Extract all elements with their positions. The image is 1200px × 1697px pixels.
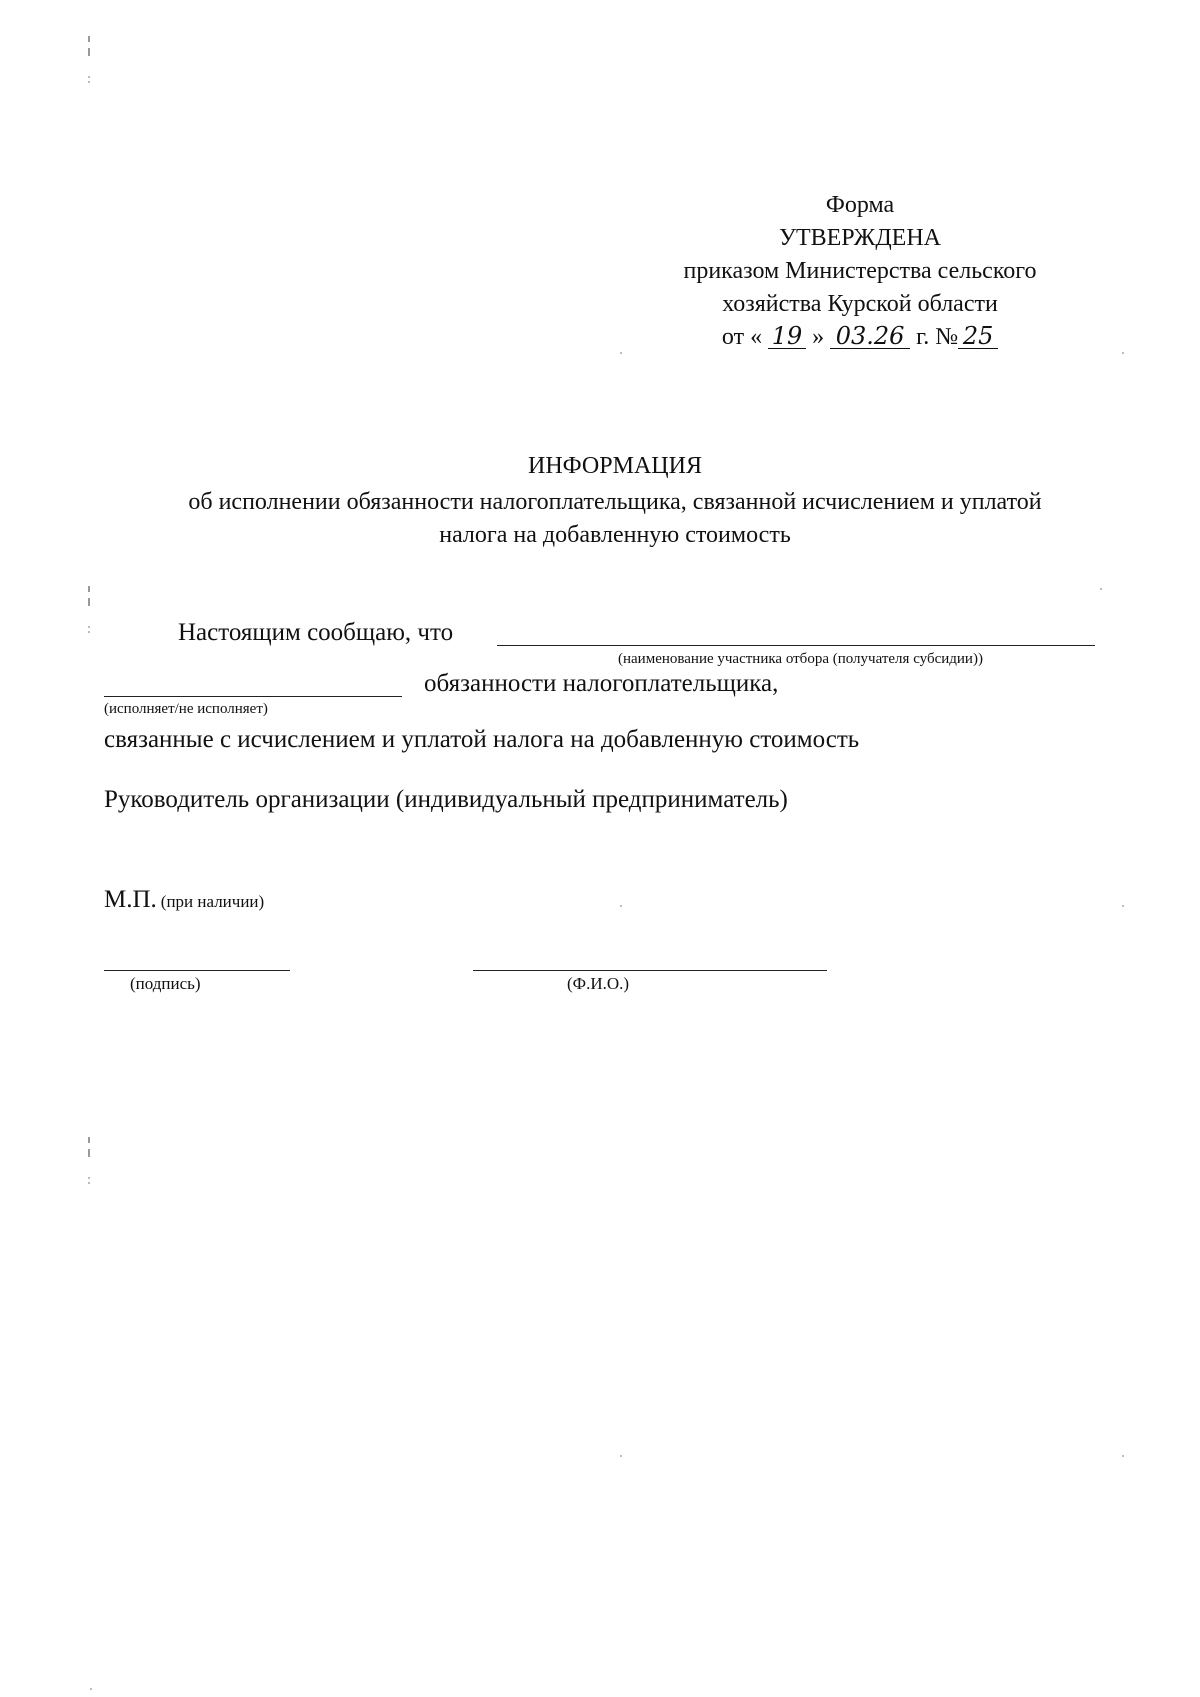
handwritten-order-number: 25 — [958, 324, 998, 349]
scan-mark — [88, 48, 90, 56]
scan-mark — [1122, 905, 1124, 907]
scan-mark — [88, 1182, 90, 1184]
order-line: хозяйства Курской области — [722, 291, 998, 317]
scan-mark — [88, 626, 90, 628]
scan-mark — [88, 631, 90, 633]
scan-mark — [88, 81, 90, 83]
scan-mark — [88, 1149, 90, 1157]
participant-name-line — [497, 645, 1095, 646]
date-prefix: от « — [721, 324, 763, 350]
scan-mark — [620, 905, 622, 907]
order-date-line — [640, 322, 1080, 352]
document-subtitle: налога на добавленную стоимость — [439, 522, 791, 548]
scan-mark — [88, 76, 90, 78]
fulfills-caption: (исполняет/не исполняет) — [104, 701, 268, 717]
signature-line — [104, 970, 290, 971]
scan-mark — [88, 598, 90, 606]
seal-line — [104, 885, 264, 915]
participant-caption: (наименование участника отбора (получателя субсидии)) — [618, 651, 983, 667]
date-quote-close: » — [812, 324, 825, 350]
form-label: Форма — [825, 192, 895, 218]
head-text: Руководитель организации (индивидуальный предприниматель) — [104, 786, 788, 813]
seal-label: М.П. — [104, 886, 157, 913]
scan-mark — [620, 1455, 622, 1457]
order-line: приказом Министерства сельского — [683, 258, 1037, 284]
scan-mark — [1122, 1455, 1124, 1457]
fio-caption: (Ф.И.О.) — [567, 974, 630, 993]
signature-caption: (подпись) — [130, 974, 201, 993]
obligation-text: обязанности налогоплательщика, — [424, 670, 779, 697]
scan-mark — [620, 352, 622, 354]
intro-text: Настоящим сообщаю, что — [178, 619, 454, 646]
scan-mark — [1100, 588, 1102, 590]
scan-mark — [88, 586, 90, 592]
document-subtitle: об исполнении обязанности налогоплательщика, связанной исчислением и уплатой — [188, 489, 1042, 515]
scan-mark — [88, 1137, 90, 1143]
seal-note: (при наличии) — [160, 892, 265, 911]
scan-mark — [88, 36, 90, 42]
scan-mark — [1122, 352, 1124, 354]
handwritten-month-year: 03.26 — [830, 324, 910, 349]
fulfills-line — [104, 696, 402, 697]
handwritten-day: 19 — [768, 324, 806, 349]
date-year-suffix: г. № — [916, 324, 959, 350]
approved-label: УТВЕРЖДЕНА — [778, 225, 942, 251]
related-text: связанные с исчислением и уплатой налога на добавленную стоимость — [104, 726, 860, 753]
scan-mark — [88, 1177, 90, 1179]
document-heading: ИНФОРМАЦИЯ — [528, 453, 702, 479]
fio-line — [473, 970, 827, 971]
scan-mark — [90, 1688, 92, 1690]
